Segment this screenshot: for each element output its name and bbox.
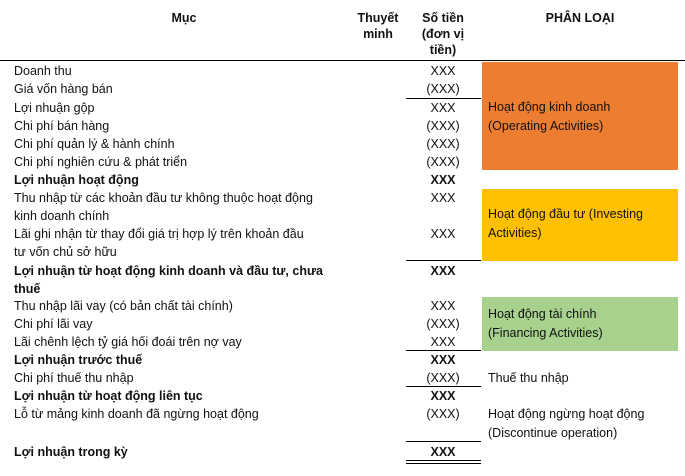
row-label: Lợi nhuận từ hoạt động liên tục: [14, 389, 203, 403]
row-label: Lợi nhuận từ hoạt động kinh doanh và đầu tư, chưa: [14, 264, 323, 278]
header-bottom-border: [0, 60, 685, 61]
header-amount-line3: tiền): [429, 43, 457, 57]
row-label: Lợi nhuận trong kỳ: [14, 445, 128, 459]
row-amount: (XXX): [426, 317, 460, 331]
row-amount: XXX: [430, 299, 456, 313]
classification-label: Hoạt động ngừng hoạt động: [488, 407, 645, 421]
header-note: [346, 10, 410, 42]
row-label: Chi phí thuế thu nhập: [14, 371, 134, 385]
row-amount: XXX: [430, 389, 456, 403]
row-label: Doanh thu: [14, 64, 72, 78]
row-label: Lãi ghi nhận từ thay đổi giá trị hợp lý trên khoản đầu: [14, 227, 304, 241]
row-label: Chi phí nghiên cứu & phát triển: [14, 155, 188, 169]
row-amount: XXX: [430, 445, 456, 459]
classification-financing: [482, 297, 678, 351]
classification-tax: Thuế thu nhập: [488, 371, 569, 385]
row-label: Chi phí quản lý & hành chính: [14, 137, 175, 151]
row-label: tư vốn chủ sở hữu: [14, 245, 117, 259]
row-label: Giá vốn hàng bán: [14, 82, 113, 96]
classification-investing: [482, 189, 678, 261]
header-note-line2: minh: [363, 27, 393, 41]
header-note-line1: Thuyết: [357, 11, 399, 25]
row-label: Chi phí bán hàng: [14, 119, 110, 133]
header-amount: [410, 10, 476, 58]
header-classification: PHÂN LOẠI: [545, 11, 615, 25]
classification-label: Activities): [488, 226, 542, 240]
classification-label: (Financing Activities): [488, 326, 603, 340]
row-amount: (XXX): [426, 407, 460, 421]
row-label: Lợi nhuận gộp: [14, 101, 95, 115]
classification-label: (Discontinue operation): [488, 426, 618, 440]
row-label: Lãi chênh lệch tỷ giá hối đoái trên nợ vay: [14, 335, 242, 349]
total-double-line: [406, 463, 481, 464]
row-amount: XXX: [430, 264, 456, 278]
header-item: Mục: [171, 11, 197, 25]
subtotal-line: [406, 260, 481, 261]
row-amount: (XXX): [426, 371, 460, 385]
row-amount: XXX: [430, 227, 456, 241]
header-amount-line1: Số tiền: [422, 11, 464, 25]
total-line-top: [406, 441, 481, 442]
row-amount: (XXX): [426, 155, 460, 169]
row-label: Lỗ từ mảng kinh doanh đã ngừng hoạt động: [14, 407, 259, 421]
classification-label: Hoạt động đầu tư (Investing: [488, 207, 643, 221]
row-amount: (XXX): [426, 119, 460, 133]
row-amount: XXX: [430, 101, 456, 115]
row-label: Lợi nhuận hoạt động: [14, 173, 139, 187]
row-label: Lợi nhuận trước thuế: [14, 353, 143, 367]
classification-discontinued: [488, 405, 644, 443]
total-double-line: [406, 460, 481, 461]
row-amount: XXX: [430, 353, 456, 367]
row-amount: (XXX): [426, 137, 460, 151]
row-amount: XXX: [430, 173, 456, 187]
row-amount: XXX: [430, 64, 456, 78]
row-amount: (XXX): [426, 82, 460, 96]
row-label: Thu nhập từ các khoản đầu tư không thuộc hoạt động: [14, 191, 313, 205]
classification-label: Hoạt động tài chính: [488, 307, 597, 321]
row-label: Chi phí lãi vay: [14, 317, 93, 331]
classification-label: Hoạt động kinh doanh: [488, 100, 611, 114]
classification-operating: [482, 62, 678, 170]
row-label: thuế: [14, 282, 41, 296]
row-amount: XXX: [430, 191, 456, 205]
header-amount-line2: (đơn vị: [421, 27, 465, 41]
classification-label: (Operating Activities): [488, 119, 604, 133]
row-label: kinh doanh chính: [14, 209, 110, 223]
row-amount: XXX: [430, 335, 456, 349]
row-label: Thu nhập lãi vay (có bản chất tài chính): [14, 299, 233, 313]
